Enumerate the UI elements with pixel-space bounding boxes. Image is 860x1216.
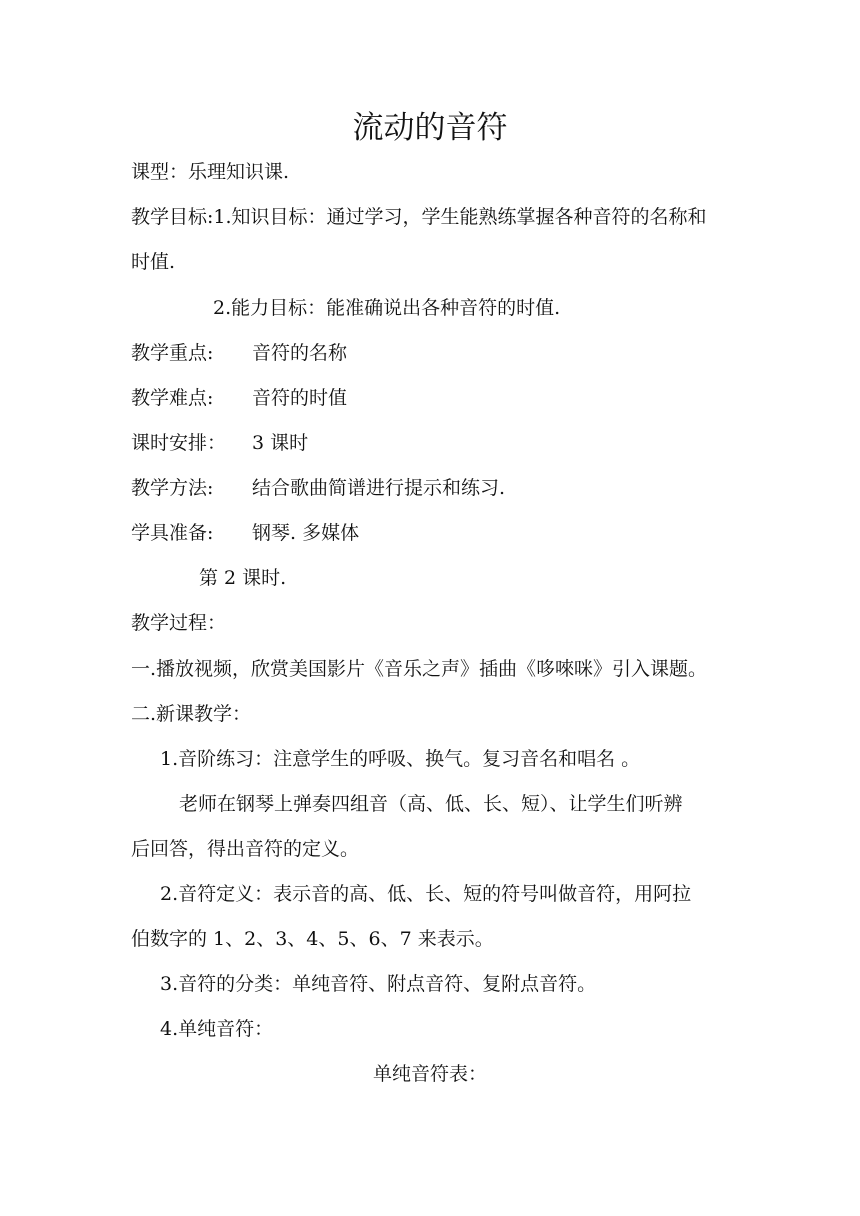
- process-note-classification: 3.音符的分类：单纯音符、附点音符、复附点音符。: [160, 973, 597, 995]
- info-row-materials: [131, 521, 359, 545]
- info-row-difficulty: [131, 386, 347, 410]
- simple-notes-table-caption: 单纯音符表：: [372, 1063, 487, 1085]
- process-note-definition-cont: 伯数字的 1、2、3、4、5、6、7 来表示。: [131, 928, 494, 950]
- course-type: 课型：乐理知识课.: [131, 161, 290, 183]
- info-value: 音符的名称: [252, 342, 348, 364]
- info-value: 结合歌曲简谱进行提示和练习.: [252, 477, 506, 499]
- info-value: 音符的时值: [252, 387, 348, 409]
- info-label: 学具准备:: [131, 522, 214, 544]
- process-scale-practice: 1.音阶练习：注意学生的呼吸、换气。复习音名和唱名 。: [160, 748, 641, 770]
- info-row-key-point: [131, 341, 347, 365]
- process-heading: 教学过程：: [131, 612, 227, 634]
- objective-knowledge: 教学目标:1.知识目标：通过学习，学生能熟练掌握各种音符的名称和: [131, 206, 707, 228]
- document-title: 流动的音符: [352, 110, 508, 146]
- info-value: 3 课时: [252, 432, 309, 454]
- process-piano-demo: 老师在钢琴上弹奏四组音（高、低、长、短）、让学生们听辨: [179, 793, 683, 815]
- process-step-video: 一.播放视频，欣赏美国影片《音乐之声》插曲《哆唻咪》引入课题。: [131, 658, 708, 680]
- process-note-definition: 2.音符定义：表示音的高、低、长、短的符号叫做音符，用阿拉: [160, 883, 692, 905]
- info-label: 教学难点:: [131, 387, 214, 409]
- objective-knowledge-cont: 时值.: [131, 251, 176, 273]
- info-label: 教学方法:: [131, 477, 214, 499]
- info-label: 课时安排：: [131, 432, 227, 454]
- objective-ability: 2.能力目标：能准确说出各种音符的时值.: [213, 297, 561, 319]
- info-row-schedule: [131, 431, 308, 455]
- info-label: 教学重点:: [131, 342, 214, 364]
- info-row-method: [131, 476, 505, 500]
- process-step-new-lesson: 二.新课教学：: [131, 703, 252, 725]
- process-simple-notes: 4.单纯音符：: [160, 1018, 274, 1040]
- process-piano-demo-cont: 后回答，得出音符的定义。: [131, 838, 360, 860]
- lesson-number: 第 2 课时.: [199, 567, 287, 589]
- info-value: 钢琴. 多媒体: [252, 522, 360, 544]
